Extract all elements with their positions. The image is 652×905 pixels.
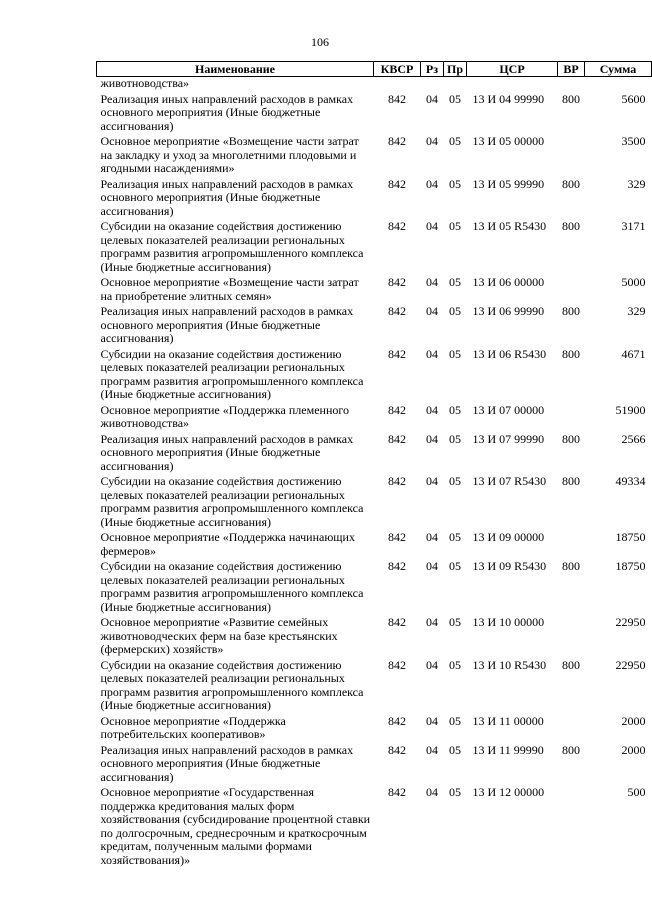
cell-pr: 05	[449, 713, 461, 728]
cell-csr: 13 И 04 99990	[472, 91, 545, 106]
cell-sum: 329	[627, 176, 646, 191]
cell-vr	[558, 715, 585, 742]
cell-name: Реализация иных направлений расходов в рамках основного мероприятия (Иные бюджетные ассигнования)	[100, 742, 354, 784]
cell-kvsr	[374, 77, 421, 91]
cell-pr: 05	[449, 219, 461, 233]
cell-sum: 49334	[615, 474, 646, 488]
cell-name: Реализация иных направлений расходов в рамках основного мероприятия (Иные бюджетные ассигнования)	[100, 431, 354, 473]
table-row	[97, 715, 652, 742]
cell-sum: 18750	[615, 559, 646, 573]
header-kvsr: КВСР	[374, 62, 421, 77]
table-row	[97, 305, 652, 346]
table-row	[97, 744, 652, 785]
cell-pr: 05	[449, 91, 461, 106]
cell-kvsr: 842	[388, 134, 406, 148]
header-name: Наименование	[97, 62, 374, 77]
table-row	[97, 786, 652, 867]
cell-vr	[558, 616, 585, 657]
cell-name: Основное мероприятие «Поддержка начинающих фермеров»	[100, 530, 355, 558]
cell-vr	[558, 786, 585, 867]
header-pr: Пр	[444, 62, 467, 77]
cell-csr: 13 И 09 00000	[472, 530, 545, 544]
table-row	[97, 475, 652, 529]
cell-pr: 05	[449, 275, 461, 289]
cell-name: Субсидии на оказание содействия достижению целевых показателей реализации региональных программ развития агропромышленного комплекса (Иные бюджетные ассигнования)	[100, 219, 364, 274]
cell-name: Субсидии на оказание содействия достижению целевых показателей реализации региональных программ развития агропромышленного комплекса (Иные бюджетные ассигнования)	[100, 474, 364, 529]
cell-sum: 3171	[621, 219, 646, 233]
cell-name: Основное мероприятие «Возмещение части затрат на приобретение элитных семян»	[100, 275, 359, 303]
cell-name: Основное мероприятие «Возмещение части затрат на закладку и уход за многолетними плодовыми и ягодными насаждениями»	[100, 134, 359, 175]
cell-vr: 800	[562, 657, 580, 672]
cell-kvsr: 842	[388, 559, 406, 573]
cell-sum: 5000	[621, 275, 646, 289]
table-row	[97, 77, 652, 91]
cell-name: животноводства»	[100, 76, 190, 90]
cell-csr: 13 И 05 R5430	[472, 219, 547, 233]
cell-csr: 13 И 06 R5430	[472, 346, 547, 361]
cell-pr: 05	[449, 657, 461, 672]
cell-name: Реализация иных направлений расходов в рамках основного мероприятия (Иные бюджетные ассигнования)	[100, 176, 354, 218]
table-row	[97, 220, 652, 274]
cell-rz: 04	[426, 219, 438, 233]
cell-rz: 04	[426, 713, 438, 728]
cell-rz: 04	[426, 474, 438, 488]
cell-name: Реализация иных направлений расходов в рамках основного мероприятия (Иные бюджетные ассигнования)	[100, 304, 354, 345]
cell-rz: 04	[426, 431, 438, 446]
table-row	[97, 404, 652, 431]
cell-name: Основное мероприятие «Поддержка племенного животноводства»	[100, 402, 349, 430]
cell-pr: 05	[449, 742, 461, 757]
cell-csr: 13 И 05 99990	[472, 176, 545, 191]
cell-kvsr: 842	[388, 402, 406, 417]
table-row	[97, 178, 652, 219]
table-row	[97, 560, 652, 614]
table-row	[97, 348, 652, 402]
cell-vr	[558, 531, 585, 558]
cell-name: Основное мероприятие «Развитие семейных животноводческих ферм на базе крестьянских (фермерских) хозяйств»	[100, 615, 338, 656]
cell-csr	[467, 77, 558, 91]
cell-pr: 05	[449, 530, 461, 544]
cell-vr: 800	[562, 742, 580, 757]
cell-vr: 800	[562, 474, 580, 488]
table-row	[97, 135, 652, 176]
cell-rz: 04	[426, 657, 438, 672]
cell-pr: 05	[449, 615, 461, 629]
cell-pr: 05	[449, 785, 461, 799]
cell-vr	[558, 404, 585, 431]
cell-kvsr: 842	[388, 615, 406, 629]
cell-pr: 05	[449, 134, 461, 148]
table-row	[97, 433, 652, 474]
cell-vr: 800	[562, 431, 580, 446]
cell-csr: 13 И 06 00000	[472, 275, 545, 289]
cell-pr: 05	[449, 474, 461, 488]
cell-pr: 05	[449, 431, 461, 446]
cell-pr: 05	[449, 346, 461, 361]
table-row	[97, 531, 652, 558]
cell-sum: 22950	[615, 615, 646, 629]
cell-vr	[558, 276, 585, 303]
cell-rz: 04	[426, 134, 438, 148]
cell-sum: 3500	[621, 134, 646, 148]
cell-sum: 2000	[621, 713, 646, 728]
cell-csr: 13 И 06 99990	[472, 304, 545, 318]
budget-table	[96, 61, 652, 867]
cell-rz: 04	[426, 742, 438, 757]
cell-rz: 04	[426, 304, 438, 318]
cell-kvsr: 842	[388, 346, 406, 361]
cell-kvsr: 842	[388, 304, 406, 318]
cell-rz: 04	[426, 91, 438, 106]
cell-name: Субсидии на оказание содействия достижению целевых показателей реализации региональных программ развития агропромышленного комплекса (Иные бюджетные ассигнования)	[100, 559, 364, 614]
cell-vr: 800	[562, 219, 580, 233]
cell-rz: 04	[426, 559, 438, 573]
table-row	[97, 659, 652, 713]
table-body	[97, 77, 652, 868]
cell-pr: 05	[449, 402, 461, 417]
cell-pr: 05	[449, 176, 461, 191]
cell-sum: 5600	[621, 91, 646, 106]
cell-csr: 13 И 05 00000	[472, 134, 545, 148]
table-row	[97, 616, 652, 657]
cell-rz: 04	[426, 785, 438, 799]
table-row	[97, 276, 652, 303]
cell-name: Реализация иных направлений расходов в рамках основного мероприятия (Иные бюджетные ассигнования)	[100, 91, 354, 133]
table-row	[97, 93, 652, 134]
cell-csr: 13 И 07 00000	[472, 402, 545, 417]
cell-csr: 13 И 09 R5430	[472, 559, 547, 573]
cell-name: Субсидии на оказание содействия достижению целевых показателей реализации региональных программ развития агропромышленного комплекса (Иные бюджетные ассигнования)	[100, 657, 364, 712]
cell-pr: 05	[449, 559, 461, 573]
cell-pr: 05	[449, 304, 461, 318]
cell-csr: 13 И 07 R5430	[472, 474, 547, 488]
cell-vr: 800	[562, 176, 580, 191]
cell-vr: 800	[562, 91, 580, 106]
cell-vr: 800	[562, 346, 580, 361]
cell-csr: 13 И 11 99990	[472, 742, 544, 757]
cell-vr	[558, 77, 585, 91]
cell-kvsr: 842	[388, 742, 406, 757]
cell-sum: 51900	[615, 402, 646, 417]
cell-sum: 4671	[621, 346, 646, 361]
cell-name: Основное мероприятие «Государственная поддержка кредитования малых форм хозяйствования (субсидирование процентной ставки по долгосрочным, среднесрочным и краткосрочным кредитам, полученным малыми формами хозяйствования)»	[100, 785, 371, 867]
cell-kvsr: 842	[388, 713, 406, 728]
cell-rz: 04	[426, 402, 438, 417]
cell-vr: 800	[562, 304, 580, 318]
cell-pr	[444, 77, 467, 91]
cell-kvsr: 842	[388, 431, 406, 446]
cell-rz: 04	[426, 275, 438, 289]
cell-kvsr: 842	[388, 91, 406, 106]
cell-rz	[421, 77, 444, 91]
table-header	[97, 62, 652, 77]
cell-kvsr: 842	[388, 176, 406, 191]
header-vr: ВР	[558, 62, 585, 77]
cell-sum: 22950	[615, 657, 646, 672]
cell-csr: 13 И 11 00000	[472, 713, 544, 728]
cell-kvsr: 842	[388, 275, 406, 289]
cell-rz: 04	[426, 346, 438, 361]
cell-sum: 2566	[621, 431, 646, 446]
cell-kvsr: 842	[388, 474, 406, 488]
cell-kvsr: 842	[388, 657, 406, 672]
header-sum: Сумма	[585, 62, 652, 77]
cell-kvsr: 842	[388, 530, 406, 544]
cell-kvsr: 842	[388, 219, 406, 233]
cell-csr: 13 И 12 00000	[472, 785, 545, 799]
cell-sum: 2000	[621, 742, 646, 757]
cell-csr: 13 И 10 R5430	[472, 657, 547, 672]
cell-kvsr: 842	[388, 785, 406, 799]
cell-csr: 13 И 07 99990	[472, 431, 545, 446]
cell-rz: 04	[426, 530, 438, 544]
header-csr: ЦСР	[467, 62, 558, 77]
cell-sum: 18750	[615, 530, 646, 544]
cell-sum: 500	[627, 785, 646, 799]
cell-rz: 04	[426, 176, 438, 191]
cell-csr: 13 И 10 00000	[472, 615, 545, 629]
cell-sum	[585, 77, 652, 91]
cell-sum: 329	[627, 304, 646, 318]
cell-name: Субсидии на оказание содействия достижению целевых показателей реализации региональных программ развития агропромышленного комплекса (Иные бюджетные ассигнования)	[100, 346, 364, 401]
page-number: 106	[311, 35, 329, 49]
header-rz: Рз	[421, 62, 444, 77]
header-row	[97, 62, 652, 77]
cell-vr: 800	[562, 559, 580, 573]
cell-name: Основное мероприятие «Поддержка потребительских кооперативов»	[100, 713, 286, 741]
cell-vr	[558, 135, 585, 176]
cell-rz: 04	[426, 615, 438, 629]
